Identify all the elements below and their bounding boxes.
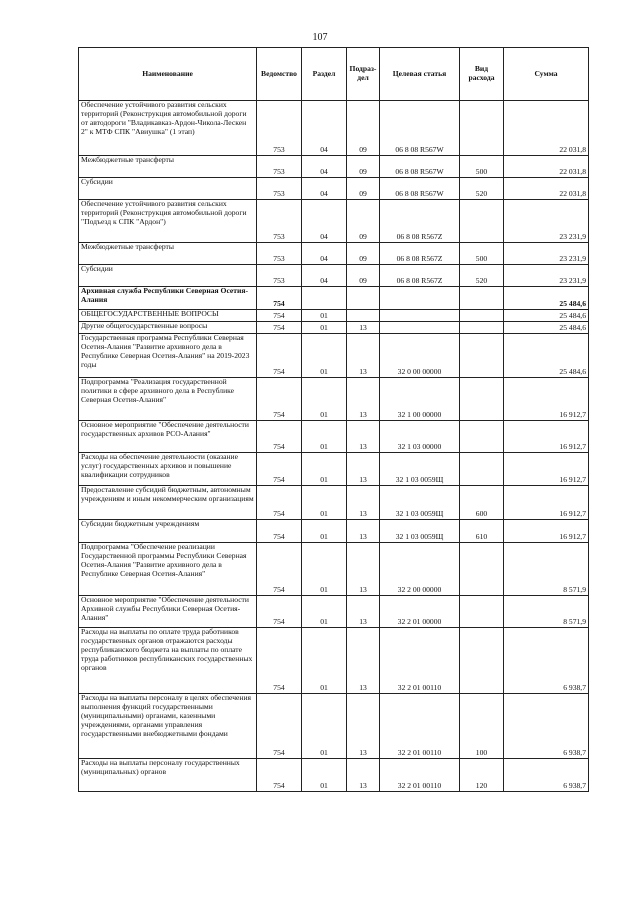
row-dept: 753 <box>257 178 302 200</box>
row-target: 32 2 01 00110 <box>380 694 460 759</box>
row-target: 06 8 08 R567W <box>380 101 460 156</box>
budget-table <box>78 47 589 792</box>
row-subsection: 09 <box>347 178 380 200</box>
row-target: 06 8 08 R567Z <box>380 200 460 243</box>
header-target: Целевая статья <box>380 48 460 101</box>
row-sum: 25 484,6 <box>504 334 589 378</box>
header-exp-type: Вид расхода <box>460 48 504 101</box>
row-exp-type <box>460 287 504 310</box>
row-name: Субсидии <box>79 178 257 200</box>
row-section: 01 <box>302 694 347 759</box>
row-target: 06 8 08 R567Z <box>380 265 460 287</box>
row-subsection: 09 <box>347 101 380 156</box>
row-target: 32 1 00 00000 <box>380 378 460 421</box>
row-target: 32 1 03 0059Щ <box>380 486 460 520</box>
row-dept: 754 <box>257 759 302 792</box>
row-exp-type <box>460 596 504 628</box>
row-name: Подпрограмма "Обеспечение реализации Государственной программы Республики Северная Осетия-Алания "Развитие архивного дела в Республике Северная Осетия-Алания" <box>79 543 257 596</box>
row-section: 04 <box>302 200 347 243</box>
row-sum: 6 938,7 <box>504 759 589 792</box>
row-exp-type: 500 <box>460 156 504 178</box>
table-row <box>79 453 589 486</box>
row-section: 01 <box>302 596 347 628</box>
table-row <box>79 156 589 178</box>
table-row <box>79 101 589 156</box>
row-dept: 754 <box>257 334 302 378</box>
row-exp-type: 610 <box>460 520 504 543</box>
row-section: 01 <box>302 334 347 378</box>
table-row <box>79 543 589 596</box>
row-subsection: 09 <box>347 243 380 265</box>
table-header-row <box>79 48 589 101</box>
page-number: 107 <box>312 32 328 43</box>
row-target <box>380 322 460 334</box>
header-subsection: Подраз- дел <box>347 48 380 101</box>
row-subsection: 13 <box>347 421 380 453</box>
row-name: Обеспечение устойчивого развития сельских территорий (Реконструкция автомобильной дороги от автодороги "Владикавказ-Ардон-Чикола-Лескен 2" к МТФ СПК "Авиушка" (1 этап) <box>79 101 257 156</box>
row-dept: 754 <box>257 453 302 486</box>
header-section: Раздел <box>302 48 347 101</box>
row-exp-type <box>460 378 504 421</box>
table-row <box>79 520 589 543</box>
table-row <box>79 265 589 287</box>
row-sum: 22 031,8 <box>504 178 589 200</box>
table-row <box>79 486 589 520</box>
row-sum: 25 484,6 <box>504 322 589 334</box>
row-subsection: 09 <box>347 265 380 287</box>
row-subsection: 13 <box>347 378 380 421</box>
row-sum: 22 031,8 <box>504 156 589 178</box>
row-section: 01 <box>302 453 347 486</box>
header-name: Наименование <box>79 48 257 101</box>
row-section: 04 <box>302 265 347 287</box>
row-target: 32 2 01 00000 <box>380 596 460 628</box>
row-exp-type: 520 <box>460 178 504 200</box>
row-section: 01 <box>302 520 347 543</box>
row-dept: 754 <box>257 520 302 543</box>
table-row <box>79 759 589 792</box>
row-section: 04 <box>302 178 347 200</box>
table-row <box>79 322 589 334</box>
row-subsection: 13 <box>347 596 380 628</box>
row-sum: 25 484,6 <box>504 310 589 322</box>
row-dept: 754 <box>257 543 302 596</box>
row-target: 32 2 01 00110 <box>380 628 460 694</box>
row-subsection <box>347 310 380 322</box>
row-target: 06 8 08 R567W <box>380 178 460 200</box>
row-exp-type: 100 <box>460 694 504 759</box>
row-name: Предоставление субсидий бюджетным, автономным учреждениям и иным некоммерческим организациям <box>79 486 257 520</box>
row-exp-type: 120 <box>460 759 504 792</box>
row-sum: 8 571,9 <box>504 543 589 596</box>
row-name: Субсидии бюджетным учреждениям <box>79 520 257 543</box>
row-sum: 6 938,7 <box>504 694 589 759</box>
row-name: Межбюджетные трансферты <box>79 243 257 265</box>
row-exp-type: 500 <box>460 243 504 265</box>
row-section: 01 <box>302 543 347 596</box>
row-name: Межбюджетные трансферты <box>79 156 257 178</box>
row-section: 04 <box>302 156 347 178</box>
row-section <box>302 287 347 310</box>
row-subsection: 13 <box>347 759 380 792</box>
row-exp-type: 600 <box>460 486 504 520</box>
row-target <box>380 310 460 322</box>
table-row <box>79 178 589 200</box>
row-target: 32 1 03 0059Щ <box>380 453 460 486</box>
row-dept: 753 <box>257 243 302 265</box>
row-name: Расходы на обеспечение деятельности (оказание услуг) государственных архивов и повышение квалификации сотрудников <box>79 453 257 486</box>
row-sum: 23 231,9 <box>504 265 589 287</box>
row-name: Субсидии <box>79 265 257 287</box>
table-row <box>79 287 589 310</box>
row-target: 32 1 03 0059Щ <box>380 520 460 543</box>
row-dept: 754 <box>257 421 302 453</box>
table-row <box>79 596 589 628</box>
row-sum: 22 031,8 <box>504 101 589 156</box>
table-row <box>79 694 589 759</box>
row-name: ОБЩЕГОСУДАРСТВЕННЫЕ ВОПРОСЫ <box>79 310 257 322</box>
row-subsection: 09 <box>347 156 380 178</box>
row-subsection: 13 <box>347 486 380 520</box>
row-exp-type <box>460 310 504 322</box>
row-sum: 8 571,9 <box>504 596 589 628</box>
row-section: 01 <box>302 628 347 694</box>
row-name: Основное мероприятие "Обеспечение деятельности Архивной службы Республики Северная Осетия-Алания" <box>79 596 257 628</box>
row-dept: 753 <box>257 101 302 156</box>
row-name: Расходы на выплаты по оплате труда работников государственных органов отражаются расходы республиканского бюджета на выплаты по оплате труда работников республиканских государственных органов <box>79 628 257 694</box>
row-exp-type <box>460 543 504 596</box>
row-sum: 23 231,9 <box>504 200 589 243</box>
row-section: 01 <box>302 421 347 453</box>
row-name: Государственная программа Республики Северная Осетия-Алания "Развитие архивного дела в Республике Северная Осетия-Алания" на 2019-2023 годы <box>79 334 257 378</box>
header-dept: Ведомство <box>257 48 302 101</box>
table-row <box>79 334 589 378</box>
table-row <box>79 243 589 265</box>
row-name: Подпрограмма "Реализация государственной политики в сфере архивного дела в Республике Северная Осетия-Алания" <box>79 378 257 421</box>
row-dept: 754 <box>257 287 302 310</box>
row-exp-type: 520 <box>460 265 504 287</box>
table-row <box>79 378 589 421</box>
row-sum: 16 912,7 <box>504 378 589 421</box>
row-dept: 754 <box>257 628 302 694</box>
table-body <box>79 101 589 792</box>
row-dept: 754 <box>257 486 302 520</box>
row-subsection <box>347 287 380 310</box>
row-subsection: 13 <box>347 334 380 378</box>
row-section: 01 <box>302 310 347 322</box>
row-name: Обеспечение устойчивого развития сельских территорий (Реконструкция автомобильной дороги "Подъезд к СПК "Ардон") <box>79 200 257 243</box>
row-dept: 753 <box>257 156 302 178</box>
row-sum: 6 938,7 <box>504 628 589 694</box>
row-subsection: 13 <box>347 543 380 596</box>
row-target: 32 1 03 00000 <box>380 421 460 453</box>
row-dept: 753 <box>257 200 302 243</box>
table-row <box>79 200 589 243</box>
row-subsection: 13 <box>347 322 380 334</box>
row-dept: 754 <box>257 378 302 421</box>
row-subsection: 13 <box>347 628 380 694</box>
row-dept: 754 <box>257 694 302 759</box>
header-sum: Сумма <box>504 48 589 101</box>
row-exp-type <box>460 322 504 334</box>
row-section: 04 <box>302 243 347 265</box>
row-name: Расходы на выплаты персоналу государственных (муниципальных) органов <box>79 759 257 792</box>
row-exp-type <box>460 334 504 378</box>
row-target <box>380 287 460 310</box>
row-section: 01 <box>302 486 347 520</box>
row-exp-type <box>460 101 504 156</box>
row-subsection: 13 <box>347 694 380 759</box>
row-subsection: 13 <box>347 520 380 543</box>
row-dept: 754 <box>257 322 302 334</box>
row-exp-type <box>460 453 504 486</box>
row-section: 04 <box>302 101 347 156</box>
row-sum: 25 484,6 <box>504 287 589 310</box>
row-dept: 754 <box>257 596 302 628</box>
row-subsection: 09 <box>347 200 380 243</box>
row-name: Архивная служба Республики Северная Осетия-Алания <box>79 287 257 310</box>
row-name: Основное мероприятие "Обеспечение деятельности государственных архивов РСО-Алания" <box>79 421 257 453</box>
row-target: 06 8 08 R567W <box>380 156 460 178</box>
row-sum: 23 231,9 <box>504 243 589 265</box>
row-sum: 16 912,7 <box>504 453 589 486</box>
row-name: Расходы на выплаты персоналу в целях обеспечения выполнения функций государственными (муниципальными) органами, казенными учреждениями, органами управления государственными внебюджетными фондами <box>79 694 257 759</box>
row-target: 32 0 00 00000 <box>380 334 460 378</box>
row-dept: 754 <box>257 310 302 322</box>
row-name: Другие общегосударственные вопросы <box>79 322 257 334</box>
row-sum: 16 912,7 <box>504 421 589 453</box>
table-row <box>79 628 589 694</box>
row-section: 01 <box>302 378 347 421</box>
row-sum: 16 912,7 <box>504 486 589 520</box>
row-exp-type <box>460 628 504 694</box>
row-exp-type <box>460 200 504 243</box>
row-exp-type <box>460 421 504 453</box>
row-target: 32 2 00 00000 <box>380 543 460 596</box>
table-row <box>79 421 589 453</box>
row-subsection: 13 <box>347 453 380 486</box>
row-target: 06 8 08 R567Z <box>380 243 460 265</box>
row-target: 32 2 01 00110 <box>380 759 460 792</box>
row-sum: 16 912,7 <box>504 520 589 543</box>
row-section: 01 <box>302 322 347 334</box>
table-row <box>79 310 589 322</box>
row-section: 01 <box>302 759 347 792</box>
row-dept: 753 <box>257 265 302 287</box>
